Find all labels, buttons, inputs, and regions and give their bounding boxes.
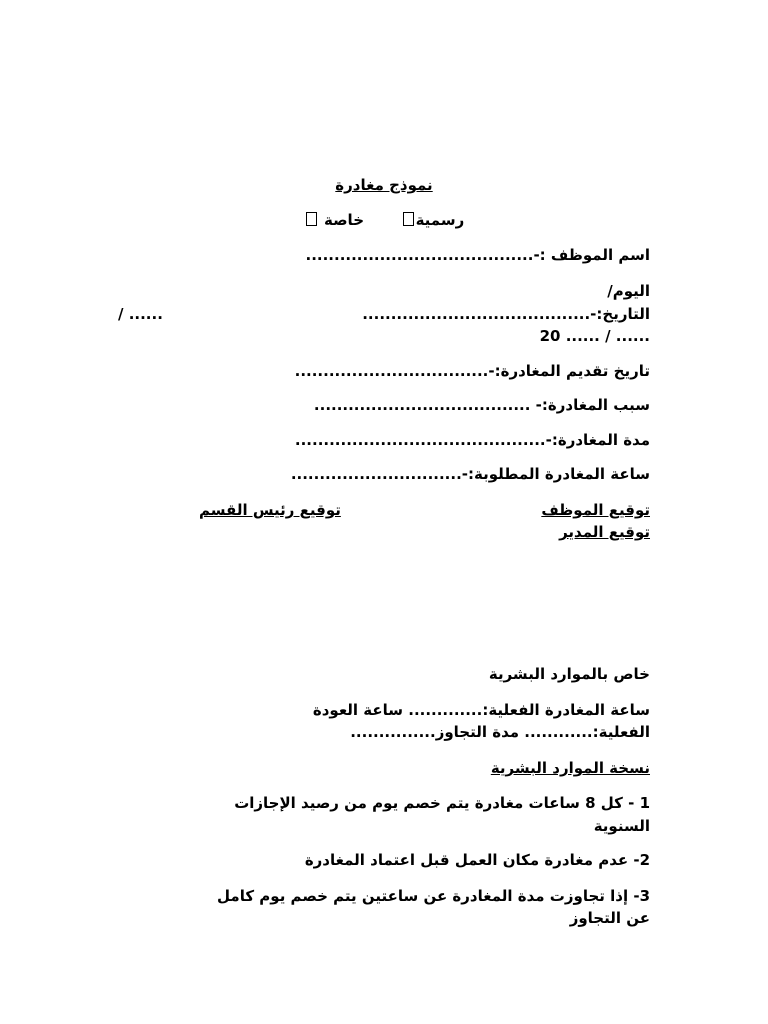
reason-line: سبب المغادرة:- ...................................... xyxy=(313,396,650,414)
employee-name-line: اسم الموظف :-........................................ xyxy=(305,246,650,264)
form-title: نموذج مغادرة xyxy=(335,176,433,194)
head-signature-label: توقيع رئيس القسم xyxy=(199,501,341,519)
submit-date-line: تاريخ تقديم المغادرة:-.................................. xyxy=(294,362,650,380)
official-checkbox-icon[interactable] xyxy=(403,212,414,226)
day-label: اليوم/ xyxy=(607,282,650,300)
requested-time-line: ساعة المغادرة المطلوبة:-.............................. xyxy=(290,465,650,483)
rule-1-line-1: 1 - كل 8 ساعات مغادرة يتم خصم يوم من رصيد الإجازات xyxy=(234,794,650,812)
actual-time-line-2: الفعلية:............ مدة التجاوز............... xyxy=(350,723,650,741)
date-format: ...... / ...... 20 xyxy=(539,327,650,345)
rule-1-line-2: السنوية xyxy=(593,817,650,835)
rule-3-line-1: 3- إذا تجاوزت مدة المغادرة عن ساعتين يتم خصم يوم كامل xyxy=(217,887,650,905)
rule-3-line-2: عن التجاوز xyxy=(569,909,650,927)
date-line: التاريخ:-........................................ xyxy=(362,305,650,323)
hr-copy-label: نسخة الموارد البشرية xyxy=(490,759,650,777)
hr-section-header: خاص بالموارد البشرية xyxy=(488,665,650,683)
duration-line: مدة المغادرة:-............................................ xyxy=(294,431,650,449)
employee-signature-label: توقيع الموظف xyxy=(541,501,650,519)
type-private-label: خاصة xyxy=(323,211,365,229)
leave-type-row xyxy=(0,209,768,231)
type-official-label: رسمية xyxy=(415,211,465,229)
private-checkbox-icon[interactable] xyxy=(306,212,317,226)
manager-signature-label: توقيع المدير xyxy=(559,523,650,541)
actual-time-line-1: ساعة المغادرة الفعلية:............. ساعة العودة xyxy=(312,701,650,719)
date-slash-right: / ...... xyxy=(118,305,163,323)
rule-2: 2- عدم مغادرة مكان العمل قبل اعتماد المغادرة xyxy=(304,851,650,869)
